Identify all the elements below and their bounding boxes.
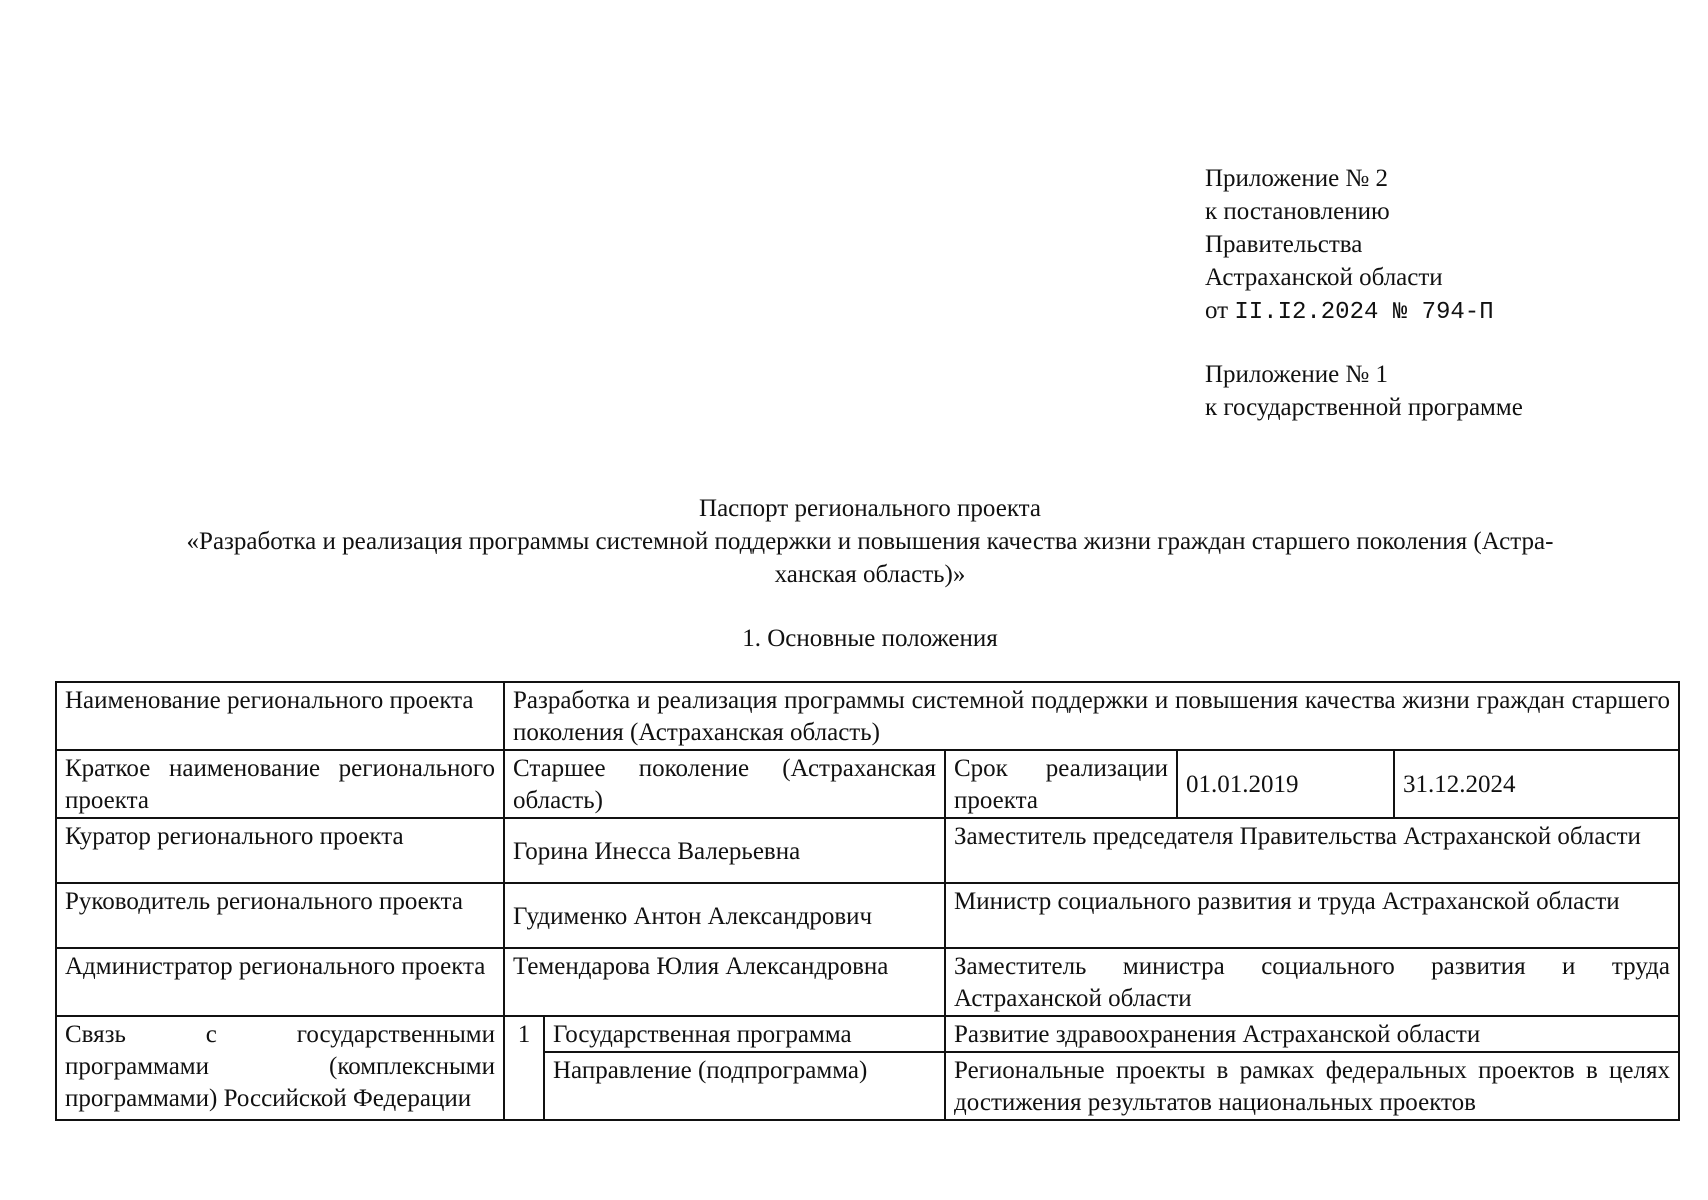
annex-program-block <box>1205 358 1523 424</box>
table-cell-name: Горина Инесса Валерьевна <box>504 818 945 883</box>
table-cell-position: Заместитель председателя Правительства Астраханской области <box>945 818 1679 883</box>
passport-table <box>55 681 1680 1121</box>
table-cell-term-label: Срок реализации проекта <box>945 750 1177 818</box>
annex-decree-date-line <box>1205 294 1494 329</box>
section-title: 1. Основные положения <box>742 625 998 652</box>
table-cell-label: Связь с государственными программами (комплексными программами) Российской Федерации <box>56 1016 504 1120</box>
table-cell-program-value: Развитие здравоохранения Астраханской области <box>945 1016 1679 1052</box>
table-cell-label: Краткое наименование регионального проекта <box>56 750 504 818</box>
table-cell-label: Наименование регионального проекта <box>56 682 504 750</box>
table-row <box>56 1016 1679 1052</box>
table-cell-number: 1 <box>504 1016 544 1120</box>
document-title-line: Паспорт регионального проекта <box>699 495 1041 522</box>
table-row <box>56 818 1679 883</box>
table-cell-program-label: Государственная программа <box>544 1016 945 1052</box>
table-cell-direction-label: Направление (подпрограмма) <box>544 1052 945 1120</box>
table-cell-name: Темендарова Юлия Александровна <box>504 948 945 1016</box>
table-cell-direction-value: Региональные проекты в рамках федеральных проектов в целях достижения результатов национальных проектов <box>945 1052 1679 1120</box>
annex-decree-line: Правительства <box>1205 231 1363 258</box>
table-cell-value: Разработка и реализация программы системной поддержки и повышения качества жизни граждан старшего поколения (Астраханская область) <box>504 682 1679 750</box>
table-cell-position: Заместитель министра социального развития и труда Астраханской области <box>945 948 1679 1016</box>
table-cell-label: Куратор регионального проекта <box>56 818 504 883</box>
table-cell-label: Руководитель регионального проекта <box>56 883 504 948</box>
table-row <box>56 948 1679 1016</box>
document-title <box>60 492 1680 591</box>
table-cell-value: Старшее поколение (Астраханская область) <box>504 750 945 818</box>
annex-decree-date-prefix: от <box>1205 297 1229 324</box>
table-row <box>56 682 1679 750</box>
document-title-line: ханская область)» <box>774 561 966 588</box>
table-cell-label: Администратор регионального проекта <box>56 948 504 1016</box>
annex-decree-line: Приложение № 2 <box>1205 165 1389 192</box>
table-row <box>56 750 1679 818</box>
document-title-line: «Разработка и реализация программы системной поддержки и повышения качества жизни граждан старшего поколения (Астра- <box>186 528 1554 555</box>
table-row <box>56 883 1679 948</box>
annex-program-line: Приложение № 1 <box>1205 361 1389 388</box>
annex-decree-block <box>1205 162 1494 329</box>
table-cell-end-date: 31.12.2024 <box>1394 750 1679 818</box>
table-cell-start-date: 01.01.2019 <box>1177 750 1394 818</box>
annex-decree-date-number: II.I2.2024 № 794-П <box>1234 299 1494 326</box>
annex-decree-line: Астраханской области <box>1205 264 1443 291</box>
table-cell-position: Министр социального развития и труда Астраханской области <box>945 883 1679 948</box>
table-cell-name: Гудименко Антон Александрович <box>504 883 945 948</box>
annex-program-line: к государственной программе <box>1205 394 1523 421</box>
annex-decree-line: к постановлению <box>1205 198 1390 225</box>
